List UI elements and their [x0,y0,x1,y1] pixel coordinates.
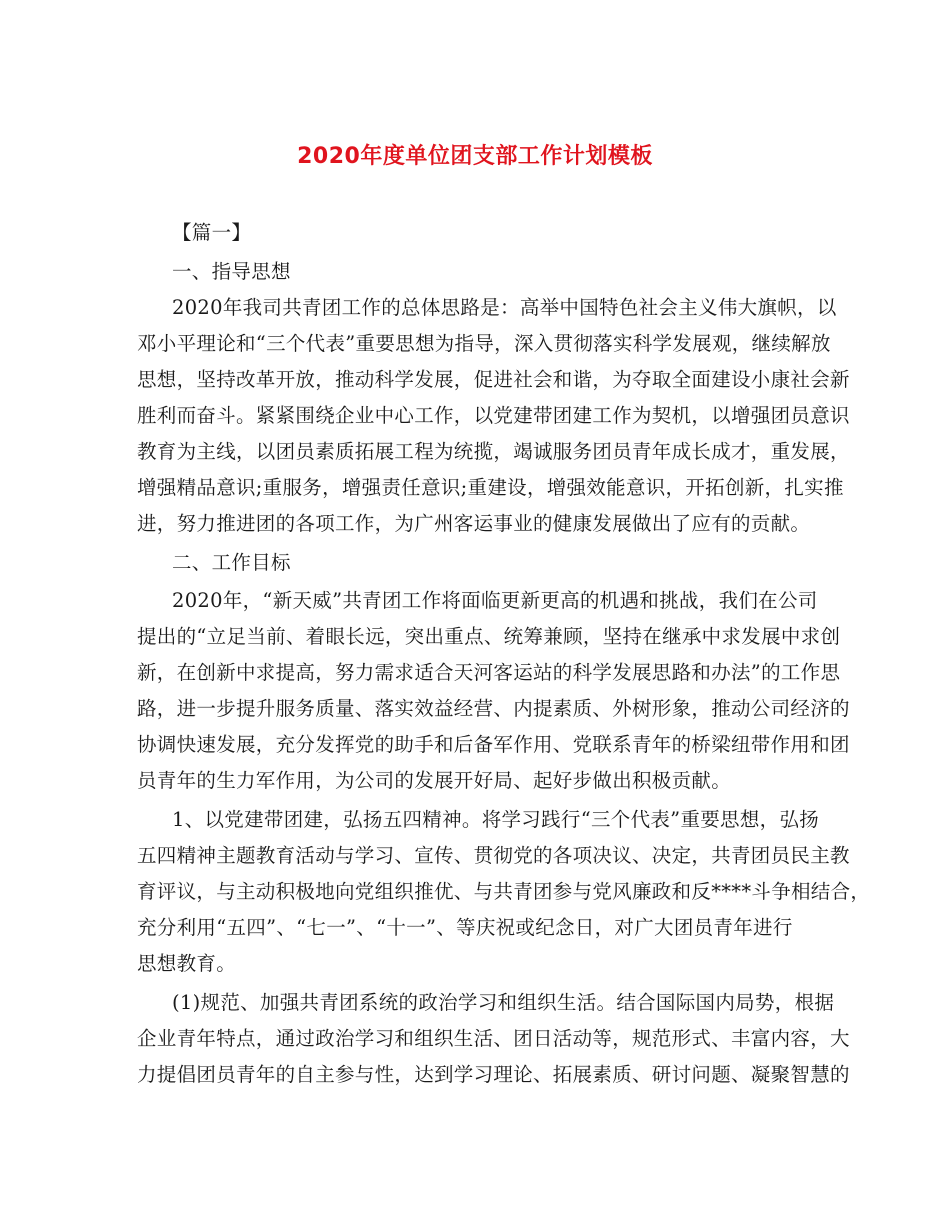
paragraph-line: 邓小平理论和“三个代表”重要思想为指导，深入贯彻落实科学发展观，继续解放 [137,332,831,355]
paragraph-line: 协调快速发展，充分发挥党的助手和后备军作用、党联系青年的桥梁纽带作用和团 [137,733,850,756]
paragraph-line: 员青年的生力军作用，为公司的发展开好局、起好步做出积极贡献。 [137,769,732,792]
heading-work-goals: 二、工作目标 [172,551,291,574]
paragraph-line: 思想教育。 [137,952,237,975]
paragraph-line: (1)规范、加强共青团系统的政治学习和组织生活。结合国际国内局势，根据 [172,991,835,1014]
paragraph-line: 新，在创新中求提高，努力需求适合天河客运站的科学发展思路和办法”的工作思 [137,661,841,684]
paragraph-line: 思想，坚持改革开放，推动科学发展，促进社会和谐，为夺取全面建设小康社会新 [137,368,850,391]
section-heading-part-one: 【篇一】 [172,221,252,244]
paragraph-line: 2020年我司共青团工作的总体思路是：高举中国特色社会主义伟大旗帜，以 [172,296,837,319]
paragraph-line: 路，进一步提升服务质量、落实效益经营、内提素质、外树形象，推动公司经济的 [137,697,850,720]
paragraph-line: 进，努力推进团的各项工作，为广州客运事业的健康发展做出了应有的贡献。 [137,512,811,535]
paragraph-line: 教育为主线，以团员素质拓展工程为统揽，竭诚服务团员青年成长成才，重发展， [137,440,850,463]
paragraph-line: 企业青年特点，通过政治学习和组织生活、团日活动等，规范形式、丰富内容，大 [137,1027,850,1050]
heading-guiding-ideology: 一、指导思想 [172,260,291,283]
document-title: 2020年度单位团支部工作计划模板 [297,144,653,169]
paragraph-line: 1、以党建带团建，弘扬五四精神。将学习践行“三个代表”重要思想，弘扬 [172,808,820,831]
paragraph-line: 提出的“立足当前、着眼长远，突出重点、统筹兼顾，坚持在继承中求发展中求创 [137,625,841,648]
paragraph-line: 五四精神主题教育活动与学习、宣传、贯彻党的各项决议、决定，共青团员民主教 [137,844,850,867]
paragraph-line: 力提倡团员青年的自主参与性，达到学习理论、拓展素质、研讨问题、凝聚智慧的 [137,1063,850,1086]
paragraph-line: 胜利而奋斗。紧紧围绕企业中心工作，以党建带团建工作为契机，以增强团员意识 [137,404,850,427]
paragraph-line: 2020年，“新天威”共青团工作将面临更新更高的机遇和挑战，我们在公司 [172,589,818,612]
paragraph-line: 充分利用“五四”、“七一”、“十一”、等庆祝或纪念日，对广大团员青年进行 [137,916,793,939]
paragraph-line: 育评议，与主动积极地向党组织推优、与共青团参与党风廉政和反****斗争相结合， [137,880,871,903]
paragraph-line: 增强精品意识;重服务，增强责任意识;重建设，增强效能意识，开拓创新，扎实推 [137,476,844,499]
